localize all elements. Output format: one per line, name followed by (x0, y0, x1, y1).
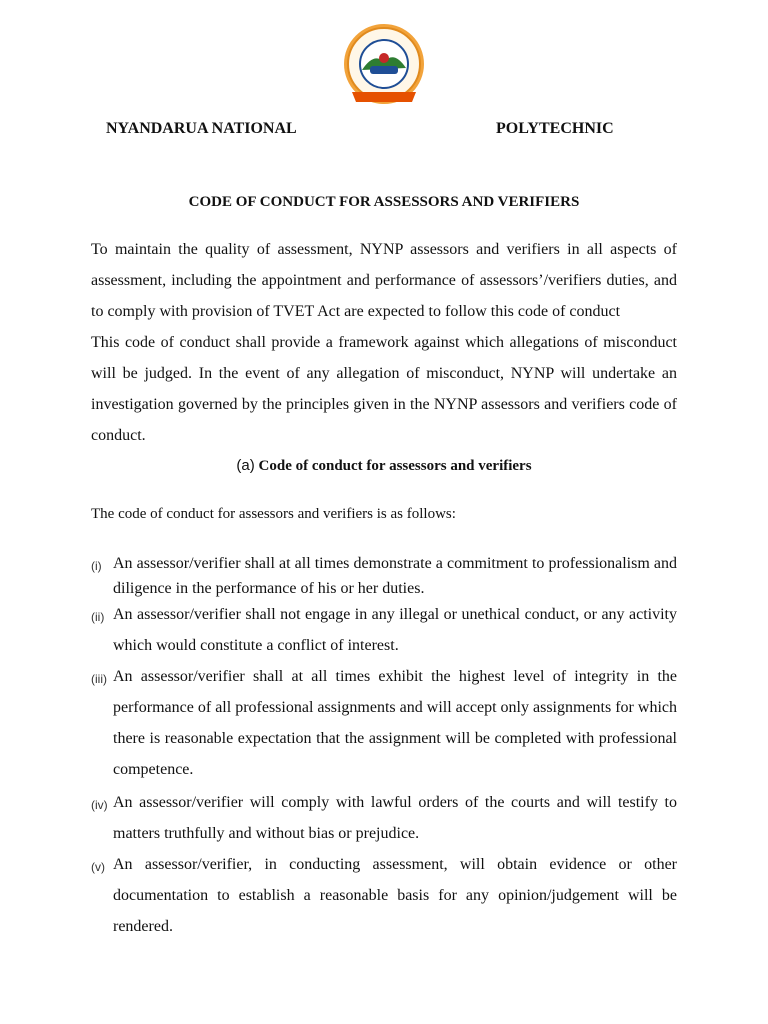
list-item (91, 787, 677, 849)
intro-paragraph-1: To maintain the quality of assessment, NYNP assessors and verifiers in all aspects of assessment, including the appointment and performance of assessors’/verifiers duties, and to comply with provision of TVET Act are expected to follow this code of conduct (91, 241, 677, 320)
header-institution-left: NYANDARUA NATIONAL (106, 120, 297, 137)
list-item (91, 661, 677, 785)
list-item (91, 551, 677, 601)
list-item-number: (iii) (91, 672, 107, 686)
document-title: CODE OF CONDUCT FOR ASSESSORS AND VERIFIERS (188, 194, 580, 210)
list-item-number: (ii) (91, 610, 105, 624)
list-item-text: An assessor/verifier will comply with lawful orders of the courts and will testify to matters truthfully and without bias or prejudice. (113, 794, 677, 842)
list-item-number: (i) (91, 559, 102, 573)
institution-logo (340, 22, 428, 114)
header-institution-right: POLYTECHNIC (496, 120, 614, 137)
list-item-text: An assessor/verifier, in conducting assessment, will obtain evidence or other documentation to establish a reasonable basis for any opinion/judgement will be rendered. (113, 856, 677, 935)
section-lead: The code of conduct for assessors and verifiers is as follows: (91, 506, 456, 522)
intro-paragraph-2: This code of conduct shall provide a framework against which allegations of misconduct will be judged. In the event of any allegation of misconduct, NYNP will undertake an investigation governed by the principles given in the NYNP assessors and verifiers code of conduct. (91, 334, 677, 444)
list-item (91, 849, 677, 942)
list-item (91, 599, 677, 661)
section-heading (0, 457, 768, 475)
intro-section (91, 234, 677, 451)
list-item-number: (v) (91, 860, 105, 874)
list-item-text: An assessor/verifier shall at all times demonstrate a commitment to professionalism and diligence in the performance of his or her duties. (113, 555, 677, 597)
list-item-text: An assessor/verifier shall not engage in any illegal or unethical conduct, or any activity which would constitute a conflict of interest. (113, 606, 677, 654)
list-item-number: (iv) (91, 798, 108, 812)
section-heading-text: Code of conduct for assessors and verifiers (258, 458, 532, 474)
section-marker: (a) (236, 457, 255, 474)
list-item-text: An assessor/verifier shall at all times exhibit the highest level of integrity in the performance of all professional assignments and will accept only assignments for which there is reasonable expectation that the assignment will be completed with professional competence. (113, 668, 677, 778)
